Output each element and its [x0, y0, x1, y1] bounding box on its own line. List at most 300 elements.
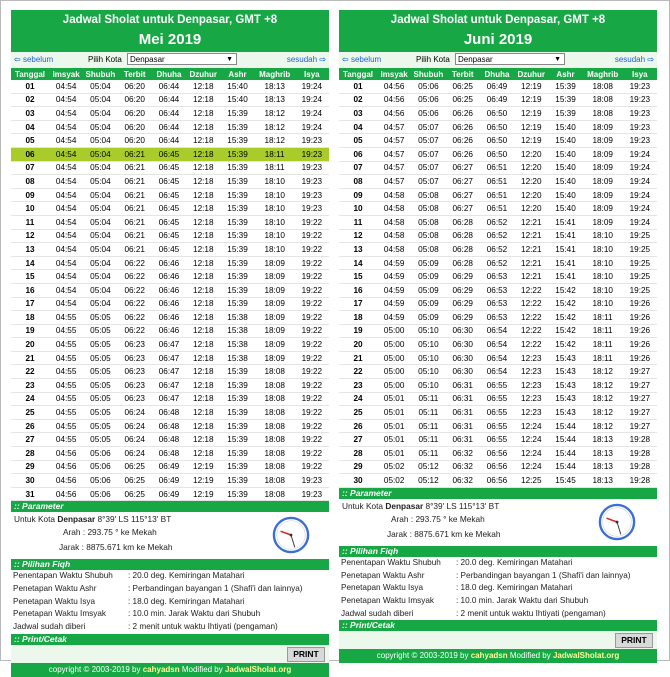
col-header: Ashr: [548, 68, 582, 80]
time-cell: 06:20: [118, 134, 152, 148]
time-cell: 12:18: [186, 229, 220, 243]
time-cell: 12:21: [514, 256, 548, 270]
panel-title: Jadwal Sholat untuk Denpasar, GMT +8: [390, 14, 606, 26]
time-cell: 04:55: [49, 392, 83, 406]
time-cell: 05:06: [83, 487, 117, 501]
time-cell: 06:26: [446, 120, 480, 134]
time-cell: 05:07: [411, 161, 445, 175]
time-cell: 12:18: [186, 392, 220, 406]
date-cell: 02: [339, 93, 377, 107]
time-cell: 15:39: [220, 243, 254, 257]
time-cell: 06:27: [446, 175, 480, 189]
time-cell: 06:22: [118, 297, 152, 311]
time-cell: 06:29: [446, 311, 480, 325]
date-cell: 24: [339, 392, 377, 406]
time-cell: 12:18: [186, 324, 220, 338]
time-cell: 04:56: [49, 447, 83, 461]
time-cell: 18:11: [255, 161, 295, 175]
fiqh-value: : Perbandingan bayangan 1 (Shafi'i dan lainnya): [128, 584, 303, 594]
time-cell: 06:45: [152, 229, 186, 243]
time-cell: 05:01: [377, 433, 411, 447]
date-cell: 28: [11, 447, 49, 461]
time-cell: 12:20: [514, 188, 548, 202]
table-row: [339, 297, 657, 311]
time-cell: 19:22: [295, 351, 329, 365]
date-cell: 06: [11, 147, 49, 161]
time-cell: 06:25: [118, 474, 152, 488]
time-cell: 05:04: [83, 93, 117, 107]
date-cell: 26: [11, 419, 49, 433]
time-cell: 19:24: [295, 80, 329, 93]
chevron-down-icon: ▼: [554, 56, 561, 63]
fiqh-item: [11, 570, 329, 583]
time-cell: 05:04: [83, 134, 117, 148]
table-header-row: [339, 68, 657, 80]
table-row: [339, 107, 657, 121]
time-cell: 12:18: [186, 365, 220, 379]
col-header: Isya: [623, 68, 657, 80]
table-row: [339, 283, 657, 297]
time-cell: 18:12: [583, 406, 623, 420]
table-row: [339, 311, 657, 325]
date-cell: 24: [11, 392, 49, 406]
fiqh-label: Penentapan Waktu Shubuh: [13, 571, 113, 581]
time-cell: 12:21: [514, 215, 548, 229]
time-cell: 06:55: [480, 433, 514, 447]
time-cell: 18:12: [583, 392, 623, 406]
time-cell: 19:24: [295, 93, 329, 107]
time-cell: 06:56: [480, 460, 514, 474]
time-cell: 19:22: [295, 256, 329, 270]
time-cell: 19:23: [295, 202, 329, 216]
fiqh-label: Jadwal sudah diberi: [13, 622, 86, 632]
table-row: [339, 324, 657, 338]
time-cell: 04:54: [49, 188, 83, 202]
time-cell: 15:43: [548, 392, 582, 406]
time-cell: 05:10: [411, 338, 445, 352]
time-cell: 12:18: [186, 283, 220, 297]
time-cell: 05:11: [411, 392, 445, 406]
time-cell: 19:23: [295, 175, 329, 189]
time-cell: 18:12: [255, 107, 295, 121]
time-cell: 15:40: [548, 188, 582, 202]
time-cell: 15:39: [220, 474, 254, 488]
time-cell: 15:40: [220, 80, 254, 93]
time-cell: 18:10: [583, 229, 623, 243]
arrow-right-icon: ⇨: [319, 55, 326, 64]
date-cell: 16: [11, 283, 49, 297]
fiqh-label: Penetapan Waktu Imsyak: [13, 609, 106, 619]
time-cell: 06:50: [480, 120, 514, 134]
date-cell: 25: [339, 406, 377, 420]
table-row: [11, 487, 329, 501]
time-cell: 15:40: [548, 147, 582, 161]
time-cell: 18:09: [255, 324, 295, 338]
time-cell: 15:39: [220, 379, 254, 393]
time-cell: 19:28: [623, 460, 657, 474]
time-cell: 04:55: [49, 419, 83, 433]
month-title: Mei 2019: [138, 31, 202, 48]
footer: copyright © 2003-2019 by cahyadsn Modified by JadwalSholat.org: [339, 649, 657, 663]
time-cell: 12:18: [186, 447, 220, 461]
time-cell: 15:42: [548, 311, 582, 325]
table-row: [11, 311, 329, 325]
table-row: [339, 147, 657, 161]
time-cell: 05:10: [411, 324, 445, 338]
time-cell: 19:24: [295, 107, 329, 121]
date-cell: 09: [339, 188, 377, 202]
time-cell: 06:49: [480, 80, 514, 93]
time-cell: 15:38: [220, 351, 254, 365]
time-cell: 19:23: [623, 80, 657, 93]
time-cell: 05:07: [411, 134, 445, 148]
time-cell: 15:43: [548, 406, 582, 420]
print-button[interactable]: PRINT: [615, 633, 653, 648]
time-cell: 05:06: [83, 474, 117, 488]
prev-month-link[interactable]: ⇦ sebelum: [342, 55, 382, 64]
time-cell: 06:47: [152, 365, 186, 379]
date-cell: 20: [11, 338, 49, 352]
time-cell: 06:22: [118, 270, 152, 284]
time-cell: 05:11: [411, 419, 445, 433]
col-header: Tanggal: [11, 68, 49, 80]
date-cell: 18: [11, 311, 49, 325]
time-cell: 05:04: [83, 188, 117, 202]
month-nav: [11, 52, 329, 68]
time-cell: 15:39: [220, 161, 254, 175]
time-cell: 19:26: [623, 311, 657, 325]
time-cell: 19:23: [295, 161, 329, 175]
date-cell: 13: [339, 243, 377, 257]
table-row: [339, 365, 657, 379]
date-cell: 19: [339, 324, 377, 338]
time-cell: 12:23: [514, 392, 548, 406]
time-cell: 04:54: [49, 215, 83, 229]
table-row: [339, 175, 657, 189]
time-cell: 05:07: [411, 120, 445, 134]
time-cell: 15:43: [548, 365, 582, 379]
time-cell: 19:25: [623, 283, 657, 297]
time-cell: 06:50: [480, 134, 514, 148]
time-cell: 12:18: [186, 297, 220, 311]
time-cell: 06:56: [480, 474, 514, 488]
time-cell: 18:09: [583, 188, 623, 202]
time-cell: 12:22: [514, 338, 548, 352]
col-header: Shubuh: [411, 68, 445, 80]
time-cell: 18:09: [583, 161, 623, 175]
table-row: [339, 202, 657, 216]
time-cell: 18:09: [255, 338, 295, 352]
time-cell: 18:09: [255, 283, 295, 297]
table-row: [339, 419, 657, 433]
time-cell: 18:13: [583, 474, 623, 488]
time-cell: 04:54: [49, 243, 83, 257]
date-cell: 17: [11, 297, 49, 311]
time-cell: 04:56: [377, 93, 411, 107]
time-cell: 06:53: [480, 311, 514, 325]
time-cell: 19:25: [623, 270, 657, 284]
time-cell: 19:24: [623, 175, 657, 189]
schedule-panel-juni: [339, 10, 657, 661]
time-cell: 15:39: [220, 270, 254, 284]
time-cell: 06:45: [152, 161, 186, 175]
table-row: [339, 392, 657, 406]
time-cell: 12:19: [514, 134, 548, 148]
print-button[interactable]: PRINT: [287, 647, 325, 662]
site-link[interactable]: JadwalSholat.org: [224, 664, 292, 674]
time-cell: 04:58: [377, 202, 411, 216]
time-cell: 18:11: [583, 338, 623, 352]
date-cell: 25: [11, 406, 49, 420]
time-cell: 12:18: [186, 80, 220, 93]
time-cell: 06:21: [118, 188, 152, 202]
time-cell: 15:41: [548, 243, 582, 257]
table-row: [11, 107, 329, 121]
time-cell: 04:54: [49, 134, 83, 148]
table-row: [11, 270, 329, 284]
time-cell: 06:31: [446, 379, 480, 393]
time-cell: 05:08: [411, 215, 445, 229]
time-cell: 06:45: [152, 147, 186, 161]
print-area: [339, 631, 657, 649]
time-cell: 04:58: [377, 229, 411, 243]
time-cell: 19:22: [295, 283, 329, 297]
date-cell: 29: [339, 460, 377, 474]
time-cell: 06:32: [446, 447, 480, 461]
time-cell: 18:13: [583, 433, 623, 447]
time-cell: 06:48: [152, 419, 186, 433]
time-cell: 05:12: [411, 460, 445, 474]
time-cell: 19:23: [295, 147, 329, 161]
time-cell: 06:47: [152, 392, 186, 406]
time-cell: 04:59: [377, 283, 411, 297]
time-cell: 06:44: [152, 80, 186, 93]
time-cell: 05:02: [377, 460, 411, 474]
time-cell: 06:31: [446, 419, 480, 433]
time-cell: 06:47: [152, 338, 186, 352]
fiqh-item: [339, 608, 657, 621]
time-cell: 04:57: [377, 175, 411, 189]
table-row: [11, 351, 329, 365]
time-cell: 05:08: [411, 202, 445, 216]
time-cell: 19:22: [295, 419, 329, 433]
time-cell: 06:45: [152, 202, 186, 216]
arrow-right-icon: ⇨: [647, 55, 654, 64]
author-link[interactable]: cahyadsn: [142, 664, 180, 674]
panel-title: Jadwal Sholat untuk Denpasar, GMT +8: [62, 14, 278, 26]
chevron-down-icon: ▼: [226, 56, 233, 63]
time-cell: 12:22: [514, 324, 548, 338]
time-cell: 04:58: [377, 243, 411, 257]
parameter-section-header: :: Parameter: [339, 488, 657, 499]
time-cell: 06:50: [480, 107, 514, 121]
time-cell: 18:08: [583, 93, 623, 107]
date-cell: 30: [339, 474, 377, 488]
time-cell: 06:20: [118, 80, 152, 93]
col-header: Imsyak: [377, 68, 411, 80]
date-cell: 28: [339, 447, 377, 461]
time-cell: 15:41: [548, 270, 582, 284]
time-cell: 05:09: [411, 270, 445, 284]
time-cell: 15:40: [548, 175, 582, 189]
time-cell: 04:55: [49, 338, 83, 352]
time-cell: 15:43: [548, 351, 582, 365]
time-cell: 05:11: [411, 406, 445, 420]
time-cell: 18:11: [255, 147, 295, 161]
time-cell: 06:28: [446, 229, 480, 243]
time-cell: 06:51: [480, 161, 514, 175]
date-cell: 12: [11, 229, 49, 243]
fiqh-section-header: :: Pilihan Fiqh: [339, 546, 657, 557]
city-label: Pilih Kota: [88, 55, 122, 64]
time-cell: 19:27: [623, 406, 657, 420]
date-cell: 08: [339, 175, 377, 189]
time-cell: 06:51: [480, 202, 514, 216]
time-cell: 18:08: [255, 392, 295, 406]
time-cell: 04:54: [49, 270, 83, 284]
fiqh-value: : 20.0 deg. Kemiringan Matahari: [456, 557, 573, 567]
time-cell: 06:54: [480, 324, 514, 338]
time-cell: 15:39: [220, 392, 254, 406]
time-cell: 18:09: [583, 202, 623, 216]
date-cell: 27: [339, 433, 377, 447]
next-month-link[interactable]: sesudah ⇨: [614, 55, 654, 64]
fiqh-item: [11, 596, 329, 609]
time-cell: 06:50: [480, 147, 514, 161]
table-row: [339, 474, 657, 488]
time-cell: 05:05: [83, 324, 117, 338]
qibla-distance: Jarak : 8875.671 km ke Mekah: [387, 528, 501, 539]
site-link[interactable]: JadwalSholat.org: [552, 651, 620, 661]
time-cell: 18:13: [255, 80, 295, 93]
table-row: [11, 147, 329, 161]
time-cell: 06:52: [480, 229, 514, 243]
time-cell: 12:19: [514, 93, 548, 107]
time-cell: 05:04: [83, 297, 117, 311]
time-cell: 19:23: [295, 487, 329, 501]
col-header: Maghrib: [255, 68, 295, 80]
table-row: [11, 229, 329, 243]
time-cell: 05:02: [377, 474, 411, 488]
time-cell: 12:18: [186, 351, 220, 365]
time-cell: 04:54: [49, 147, 83, 161]
time-cell: 06:23: [118, 392, 152, 406]
time-cell: 15:38: [220, 324, 254, 338]
time-cell: 18:11: [583, 311, 623, 325]
time-cell: 06:24: [118, 406, 152, 420]
time-cell: 04:55: [49, 406, 83, 420]
time-cell: 18:12: [255, 120, 295, 134]
time-cell: 04:56: [49, 474, 83, 488]
time-cell: 06:27: [446, 202, 480, 216]
date-cell: 10: [339, 202, 377, 216]
print-area: [11, 645, 329, 663]
table-row: [11, 188, 329, 202]
time-cell: 18:12: [583, 365, 623, 379]
time-cell: 18:10: [583, 297, 623, 311]
time-cell: 19:22: [295, 379, 329, 393]
time-cell: 04:57: [377, 120, 411, 134]
fiqh-item: [339, 557, 657, 570]
time-cell: 15:38: [220, 338, 254, 352]
time-cell: 06:26: [446, 134, 480, 148]
time-cell: 15:42: [548, 283, 582, 297]
footer: copyright © 2003-2019 by cahyadsn Modified by JadwalSholat.org: [11, 663, 329, 677]
author-link[interactable]: cahyadsn: [470, 651, 508, 661]
time-cell: 18:13: [255, 93, 295, 107]
time-cell: 12:18: [186, 134, 220, 148]
time-cell: 15:39: [220, 460, 254, 474]
time-cell: 06:28: [446, 256, 480, 270]
time-cell: 06:47: [152, 379, 186, 393]
time-cell: 04:56: [377, 107, 411, 121]
time-cell: 15:40: [548, 202, 582, 216]
time-cell: 05:05: [83, 379, 117, 393]
time-cell: 12:18: [186, 161, 220, 175]
time-cell: 04:55: [49, 379, 83, 393]
next-month-link[interactable]: sesudah ⇨: [286, 55, 326, 64]
time-cell: 06:21: [118, 175, 152, 189]
table-row: [339, 256, 657, 270]
time-cell: 06:23: [118, 365, 152, 379]
time-cell: 12:18: [186, 406, 220, 420]
time-cell: 06:23: [118, 379, 152, 393]
time-cell: 06:53: [480, 283, 514, 297]
compass-icon: [272, 516, 310, 554]
time-cell: 04:54: [49, 283, 83, 297]
time-cell: 04:55: [49, 324, 83, 338]
date-cell: 21: [339, 351, 377, 365]
time-cell: 06:24: [118, 419, 152, 433]
date-cell: 27: [11, 433, 49, 447]
time-cell: 12:22: [514, 283, 548, 297]
time-cell: 15:39: [220, 406, 254, 420]
time-cell: 15:42: [548, 297, 582, 311]
time-cell: 15:39: [220, 215, 254, 229]
panel-header: [11, 10, 329, 52]
time-cell: 06:32: [446, 474, 480, 488]
time-cell: 04:59: [377, 256, 411, 270]
time-cell: 06:21: [118, 147, 152, 161]
time-cell: 18:09: [255, 311, 295, 325]
time-cell: 06:54: [480, 351, 514, 365]
time-cell: 15:40: [548, 161, 582, 175]
time-cell: 12:19: [514, 107, 548, 121]
city-select[interactable]: Denpasar ▼: [455, 53, 565, 65]
time-cell: 05:12: [411, 474, 445, 488]
time-cell: 06:52: [480, 256, 514, 270]
city-select[interactable]: Denpasar ▼: [127, 53, 237, 65]
time-cell: 12:18: [186, 270, 220, 284]
fiqh-value: : 18.0 deg. Kemiringan Matahari: [128, 596, 245, 606]
time-cell: 15:39: [220, 256, 254, 270]
date-cell: 18: [339, 311, 377, 325]
panel-header: [339, 10, 657, 52]
time-cell: 06:55: [480, 419, 514, 433]
time-cell: 06:51: [480, 188, 514, 202]
time-cell: 06:26: [446, 147, 480, 161]
time-cell: 18:10: [255, 215, 295, 229]
time-cell: 18:10: [583, 243, 623, 257]
table-row: [11, 297, 329, 311]
table-row: [11, 256, 329, 270]
time-cell: 06:46: [152, 283, 186, 297]
prev-month-link[interactable]: ⇦ sebelum: [14, 55, 54, 64]
time-cell: 04:54: [49, 93, 83, 107]
time-cell: 05:06: [411, 107, 445, 121]
time-cell: 15:44: [548, 433, 582, 447]
time-cell: 06:30: [446, 324, 480, 338]
